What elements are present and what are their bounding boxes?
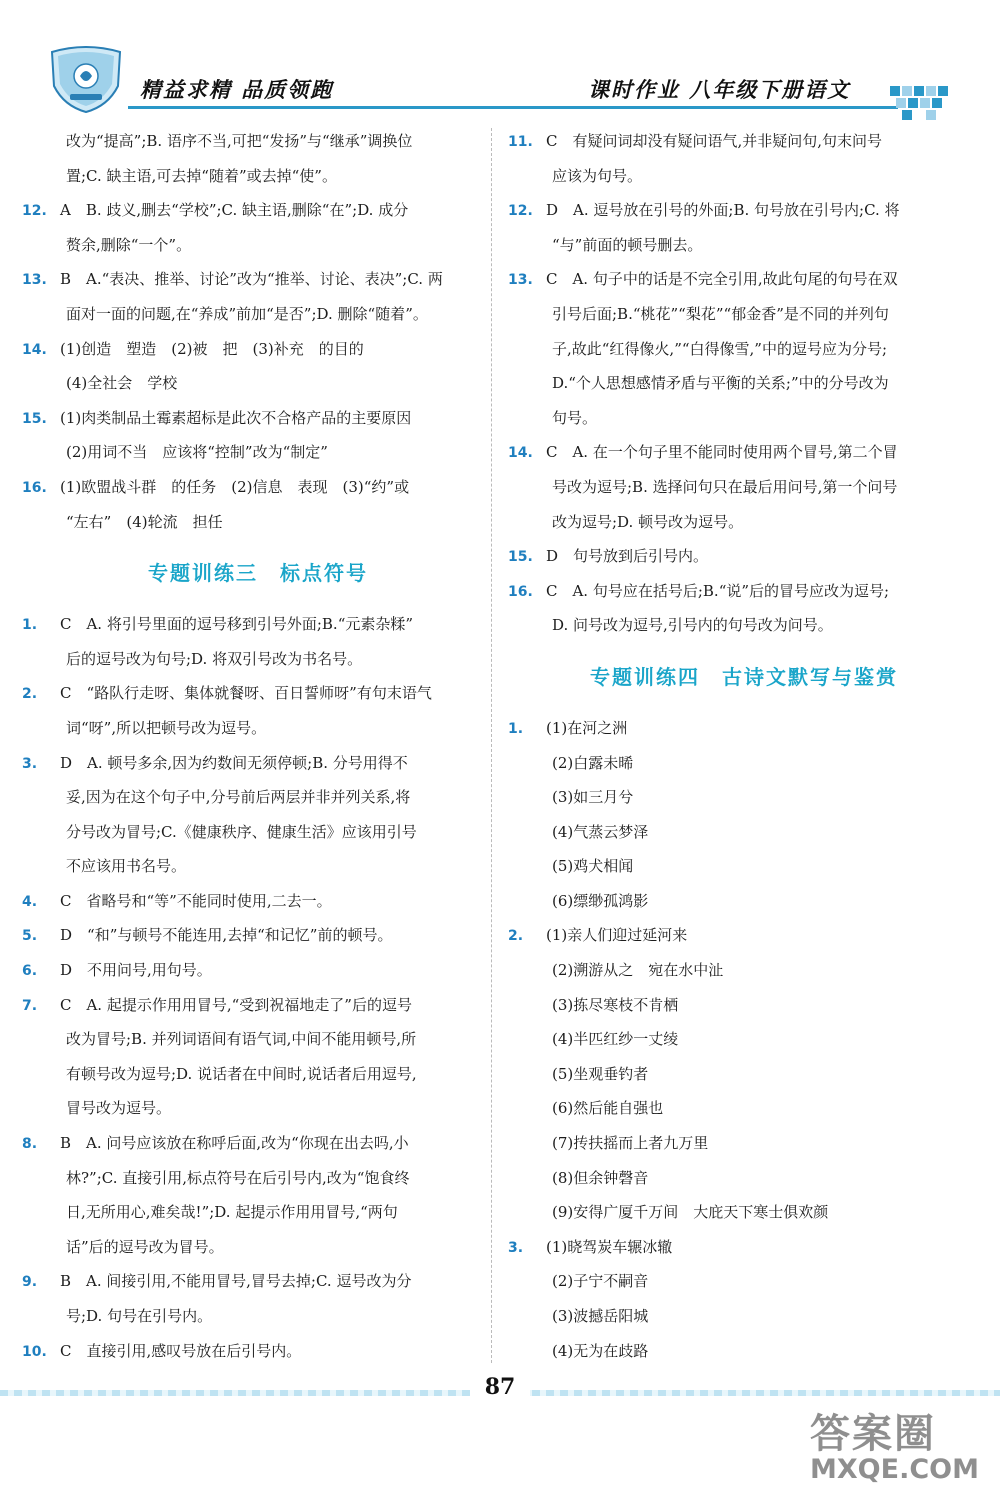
answer-item [22,1126,494,1161]
answer-item [508,539,980,574]
answer-item [508,918,980,953]
answer-continuation: 改为逗号;D. 顿号改为逗号。 [552,512,744,531]
answer-continuation: 日,无所用心,难矣哉!”;D. 起提示作用用冒号,“两句 [66,1203,398,1222]
answer-item [22,332,494,367]
question-number: 11. [508,134,533,150]
answer-continuation: 子,故此“红得像火,”“白得像雪,”中的逗号应为分号; [552,339,888,358]
answer-continuation: 号改为逗号;B. 选择问句只在最后用问号,第一个问号 [552,477,898,496]
answer-continuation: 不应该用书名号。 [66,857,187,876]
answer-item [22,918,494,953]
answer-text: (1)创造 塑造 (2)被 把 (3)补充 的目的 [60,339,364,358]
watermark [810,1402,990,1490]
question-number: 13. [508,272,533,289]
header-rule [128,106,898,109]
question-number: 15. [22,410,47,427]
answer-continuation: (4)气蒸云梦泽 [552,822,649,841]
watermark-text: 答案圈 [810,1411,936,1457]
answer-item [22,1264,494,1299]
answer-text: B A. 间接引用,不能用冒号,冒号去掉;C. 逗号改为分 [60,1272,412,1291]
answer-text: (1)在河之洲 [546,718,628,737]
answer-continuation: 话”后的逗号改为冒号。 [66,1237,224,1256]
answer-item [22,988,494,1023]
answer-continuation: (9)安得广厦千万间 大庇天下寒士俱欢颜 [552,1203,829,1222]
answer-continuation: 词“呀”,所以把顿号改为逗号。 [66,718,267,737]
answer-text: C A. 句号应在括号后;B.“说”后的冒号应改为逗号; [546,581,890,600]
answer-text: C 省略号和“等”不能同时使用,二去一。 [60,891,332,910]
answer-continuation: (4)无为在歧路 [552,1341,649,1360]
answer-item [22,262,494,297]
answer-continuation: 妥,因为在这个句子中,分号前后两层并非并列关系,将 [66,788,411,807]
question-number: 3. [22,755,38,772]
question-number: 2. [508,928,524,945]
answer-text: C “路队行走呀、集体就餐呀、百日誓师呀”有句末语气 [60,684,432,703]
answer-continuation: 改为冒号;B. 并列词语间有语气词,中间不能用顿号,所 [66,1030,417,1049]
question-number: 12. [508,203,533,220]
answer-text: D A. 顿号多余,因为约数间无须停顿;B. 分号用得不 [60,753,408,772]
answer-continuation: (3)波撼岳阳城 [552,1307,649,1325]
watermark-url: MXQE.COM [810,1454,979,1485]
question-number: 1. [22,617,38,634]
answer-item [508,193,980,228]
answer-item [508,124,980,159]
answer-text: (1)肉类制品土霉素超标是此次不合格产品的主要原因 [60,408,412,427]
column-divider [491,128,492,1363]
question-number: 15. [508,549,533,566]
answer-continuation: (4)半匹红纱一丈绫 [552,1030,679,1049]
answer-continuation: (2)溯游从之 宛在水中沚 [552,961,724,980]
answer-continuation: 句号。 [552,408,598,427]
answer-item [22,884,494,919]
answer-continuation: (2)子宁不嗣音 [552,1272,649,1291]
right-column [508,124,980,1368]
answer-continuation: (2)用词不当 应该将“控制”改为“制定” [66,443,328,462]
question-number: 5. [22,928,38,945]
answer-text: C A. 在一个句子里不能同时使用两个冒号,第二个冒 [546,443,898,462]
answer-continuation: (2)白露未晞 [552,753,634,772]
question-number: 13. [22,272,47,289]
answer-continuation: “与”前面的顿号删去。 [552,235,703,254]
section-heading: 专题训练四 古诗文默写与鉴赏 [590,664,898,689]
answer-item [508,711,980,746]
answer-continuation: 引号后面;B.“桃花”“梨花”“郁金香”是不同的并列句 [552,304,889,323]
answer-continuation: (5)鸡犬相闻 [552,857,634,876]
answer-continuation: 冒号改为逗号。 [66,1099,172,1118]
answer-continuation: (6)缥缈孤鸿影 [552,891,649,910]
answer-text: (1)欧盟战斗群 的任务 (2)信息 表现 (3)“约”或 [60,477,410,496]
answer-continuation: (7)抟扶摇而上者九万里 [552,1134,709,1153]
answer-text: (1)晓驾炭车辗冰辙 [546,1237,673,1256]
answer-text: C 有疑问词却没有疑问语气,并非疑问句,句末问号 [546,132,883,150]
header-book-title: 课时作业 八年级下册语文 [588,77,851,102]
answer-text: B A.“表决、推举、讨论”改为“推举、讨论、表决”;C. 两 [60,270,443,289]
answer-item [22,401,494,436]
answer-text: (1)亲人们迎过延河来 [546,926,688,945]
answer-text: D “和”与顿号不能连用,去掉“和记忆”前的顿号。 [60,926,393,945]
question-number: 3. [508,1239,524,1256]
answer-continuation: (3)如三月兮 [552,788,634,807]
page-number: 87 [470,1374,530,1400]
answer-continuation: (6)然后能自强也 [552,1099,664,1118]
answer-continuation: (8)但余钟磬音 [552,1168,649,1187]
page-header [0,0,1000,125]
answer-continuation: 赘余,删除“一个”。 [66,235,192,254]
question-number: 4. [22,893,38,910]
answer-item [22,193,494,228]
question-number: 16. [22,479,47,496]
section-heading: 专题训练三 标点符号 [148,560,368,585]
question-number: 10. [22,1343,47,1360]
checker-pattern-icon [890,78,952,122]
question-number: 6. [22,963,38,980]
answer-continuation: “左右” (4)轮流 担任 [66,512,223,531]
answer-continuation: (4)全社会 学校 [66,374,178,393]
answer-continuation: 改为“提高”;B. 语序不当,可把“发扬”与“继承”调换位 [66,132,413,150]
answer-item [22,1334,494,1369]
answer-continuation: 面对一面的问题,在“养成”前加“是否”;D. 删除“随着”。 [66,304,428,323]
answer-continuation: 应该为句号。 [552,166,643,185]
question-number: 14. [508,445,533,462]
left-column [22,124,494,1368]
answer-text: D 不用问号,用句号。 [60,961,212,980]
question-number: 8. [22,1136,38,1153]
answer-continuation: D.“个人思想感情矛盾与平衡的关系;”中的分号改为 [552,374,889,393]
answer-text: D A. 逗号放在引号的外面;B. 句号放在引号内;C. 将 [546,201,900,220]
answer-text: C A. 起提示作用用冒号,“受到祝福地走了”后的逗号 [60,995,412,1014]
question-number: 9. [22,1274,38,1291]
answer-item [22,470,494,505]
question-number: 14. [22,341,47,358]
answer-item [508,262,980,297]
question-number: 1. [508,720,524,737]
answer-text: C 直接引用,感叹号放在后引号内。 [60,1341,302,1360]
answer-continuation: 有顿号改为逗号;D. 说话者在中间时,说话者后用逗号, [66,1064,417,1083]
answer-text: C A. 将引号里面的逗号移到引号外面;B.“元素杂糅” [60,615,414,634]
answer-text: A B. 歧义,删去“学校”;C. 缺主语,删除“在”;D. 成分 [60,201,409,220]
question-number: 16. [508,583,533,600]
answer-item [22,953,494,988]
shield-logo-icon [48,46,124,114]
answer-item [22,746,494,781]
answer-continuation: 号;D. 句号在引号内。 [66,1307,213,1325]
answer-text: D 句号放到后引号内。 [546,547,709,566]
answer-continuation: 分号改为冒号;C.《健康秩序、健康生活》应该用引号 [66,822,417,841]
answer-item [22,607,494,642]
answer-item [508,574,980,609]
answer-item [22,676,494,711]
header-slogan: 精益求精 品质领跑 [140,77,334,102]
question-number: 12. [22,203,47,220]
answer-continuation: (3)拣尽寒枝不肯栖 [552,995,679,1014]
answer-continuation: 后的逗号改为句号;D. 将双引号改为书名号。 [66,649,363,668]
answer-continuation: (5)坐观垂钓者 [552,1064,649,1083]
question-number: 7. [22,997,38,1014]
answer-item [508,435,980,470]
answer-text: B A. 问号应该放在称呼后面,改为“你现在出去吗,小 [60,1134,409,1153]
question-number: 2. [22,686,38,703]
answer-text: C A. 句子中的话是不完全引用,故此句尾的句号在双 [546,270,898,289]
answer-continuation: 林?”;C. 直接引用,标点符号在后引号内,改为“饱食终 [66,1168,410,1187]
answer-continuation: D. 问号改为逗号,引号内的句号改为问号。 [552,616,833,635]
answer-item [508,1230,980,1265]
answer-continuation: 置;C. 缺主语,可去掉“随着”或去掉“使”。 [66,166,337,185]
